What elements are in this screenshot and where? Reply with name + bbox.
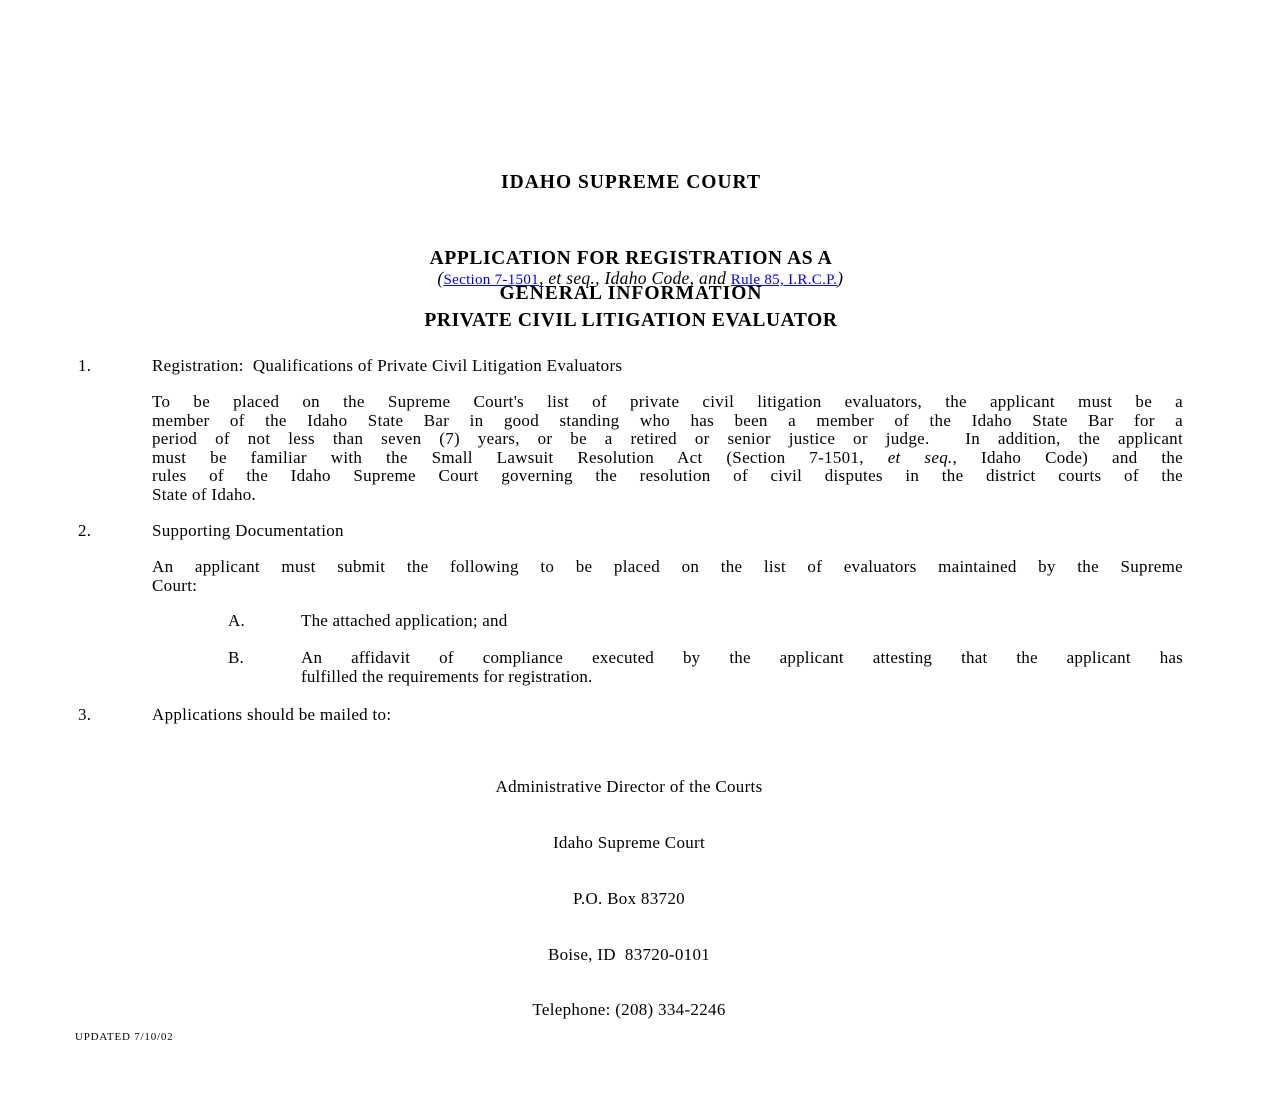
address-line-pobox: P.O. Box 83720	[573, 888, 685, 908]
section-1-number: 1.	[78, 356, 92, 375]
mailing-address-block	[0, 741, 1258, 1057]
general-information-heading: GENERAL INFORMATION	[499, 283, 763, 304]
section-2-number: 2.	[78, 521, 92, 540]
paragraph-line: To be placed on the Supreme Court's list of private civil litigation evaluators, the applicant must be a	[152, 392, 1183, 411]
address-line-city: Boise, ID 83720-0101	[547, 944, 711, 964]
citation-middle-text: , et seq., Idaho Code, and	[538, 268, 731, 288]
paragraph-line: rules of the Idaho Supreme Court governing the resolution of civil disputes in the district courts of the	[152, 466, 1183, 485]
paragraph-line	[152, 449, 1183, 468]
paragraph-line: An applicant must submit the following to be placed on the list of evaluators maintained by the Supreme	[152, 557, 1183, 576]
section-1-heading: Registration: Qualifications of Private Civil Litigation Evaluators	[152, 356, 623, 375]
item-b-label: B.	[228, 648, 244, 667]
paragraph-line: member of the Idaho State Bar in good standing who has been a member of the Idaho State Bar for a	[152, 410, 1183, 430]
citation-close-paren: )	[837, 268, 844, 288]
item-b-text-line: fulfilled the requirements for registration.	[301, 666, 593, 686]
paragraph-line: State of Idaho.	[152, 484, 257, 504]
section-2-heading-row	[78, 521, 1183, 541]
list-item-a	[228, 612, 1183, 631]
address-line-recipient: Administrative Director of the Courts	[495, 777, 763, 797]
court-title: IDAHO SUPREME COURT	[501, 172, 761, 193]
paragraph-line: period of not less than seven (7) years, or be a retired or senior justice or judge. In addition, the applicant	[152, 429, 1183, 448]
section-1-heading-row	[78, 356, 1183, 376]
section-2-paragraph	[152, 558, 1183, 595]
address-line-court: Idaho Supreme Court	[552, 832, 706, 852]
paragraph-text: , Idaho Code) and the	[952, 447, 1184, 467]
link-rule-85-ircp[interactable]: Rule 85, I.R.C.P.	[730, 272, 838, 288]
paragraph-text: must be familiar with the Small Lawsuit Resolution Act (Section 7-1501,	[152, 447, 888, 467]
section-3-number: 3.	[78, 705, 92, 724]
link-section-7-1501[interactable]: Section 7-1501	[443, 272, 539, 288]
address-line-telephone: Telephone: (208) 334-2246	[532, 1000, 726, 1020]
subtitle-line-2: PRIVATE CIVIL LITIGATION EVALUATOR	[424, 309, 838, 331]
citation-open-paren: (	[437, 268, 444, 288]
section-3-heading: Applications should be mailed to:	[152, 705, 392, 724]
paragraph-line: Court:	[152, 575, 198, 595]
subtitle-line-1: APPLICATION FOR REGISTRATION AS A	[429, 248, 833, 269]
section-2-heading: Supporting Documentation	[152, 521, 344, 540]
item-b-text-line: An affidavit of compliance executed by the applicant attesting that the applicant has	[301, 648, 1183, 667]
item-a-text: The attached application; and	[301, 611, 508, 630]
updated-date-stamp: UPDATED 7/10/02	[75, 1031, 174, 1043]
list-item-b	[228, 649, 1183, 686]
italic-et-seq: et seq.	[887, 447, 953, 467]
section-1-paragraph	[152, 393, 1183, 504]
item-a-label: A.	[228, 611, 245, 630]
section-3-heading-row	[78, 705, 1183, 725]
